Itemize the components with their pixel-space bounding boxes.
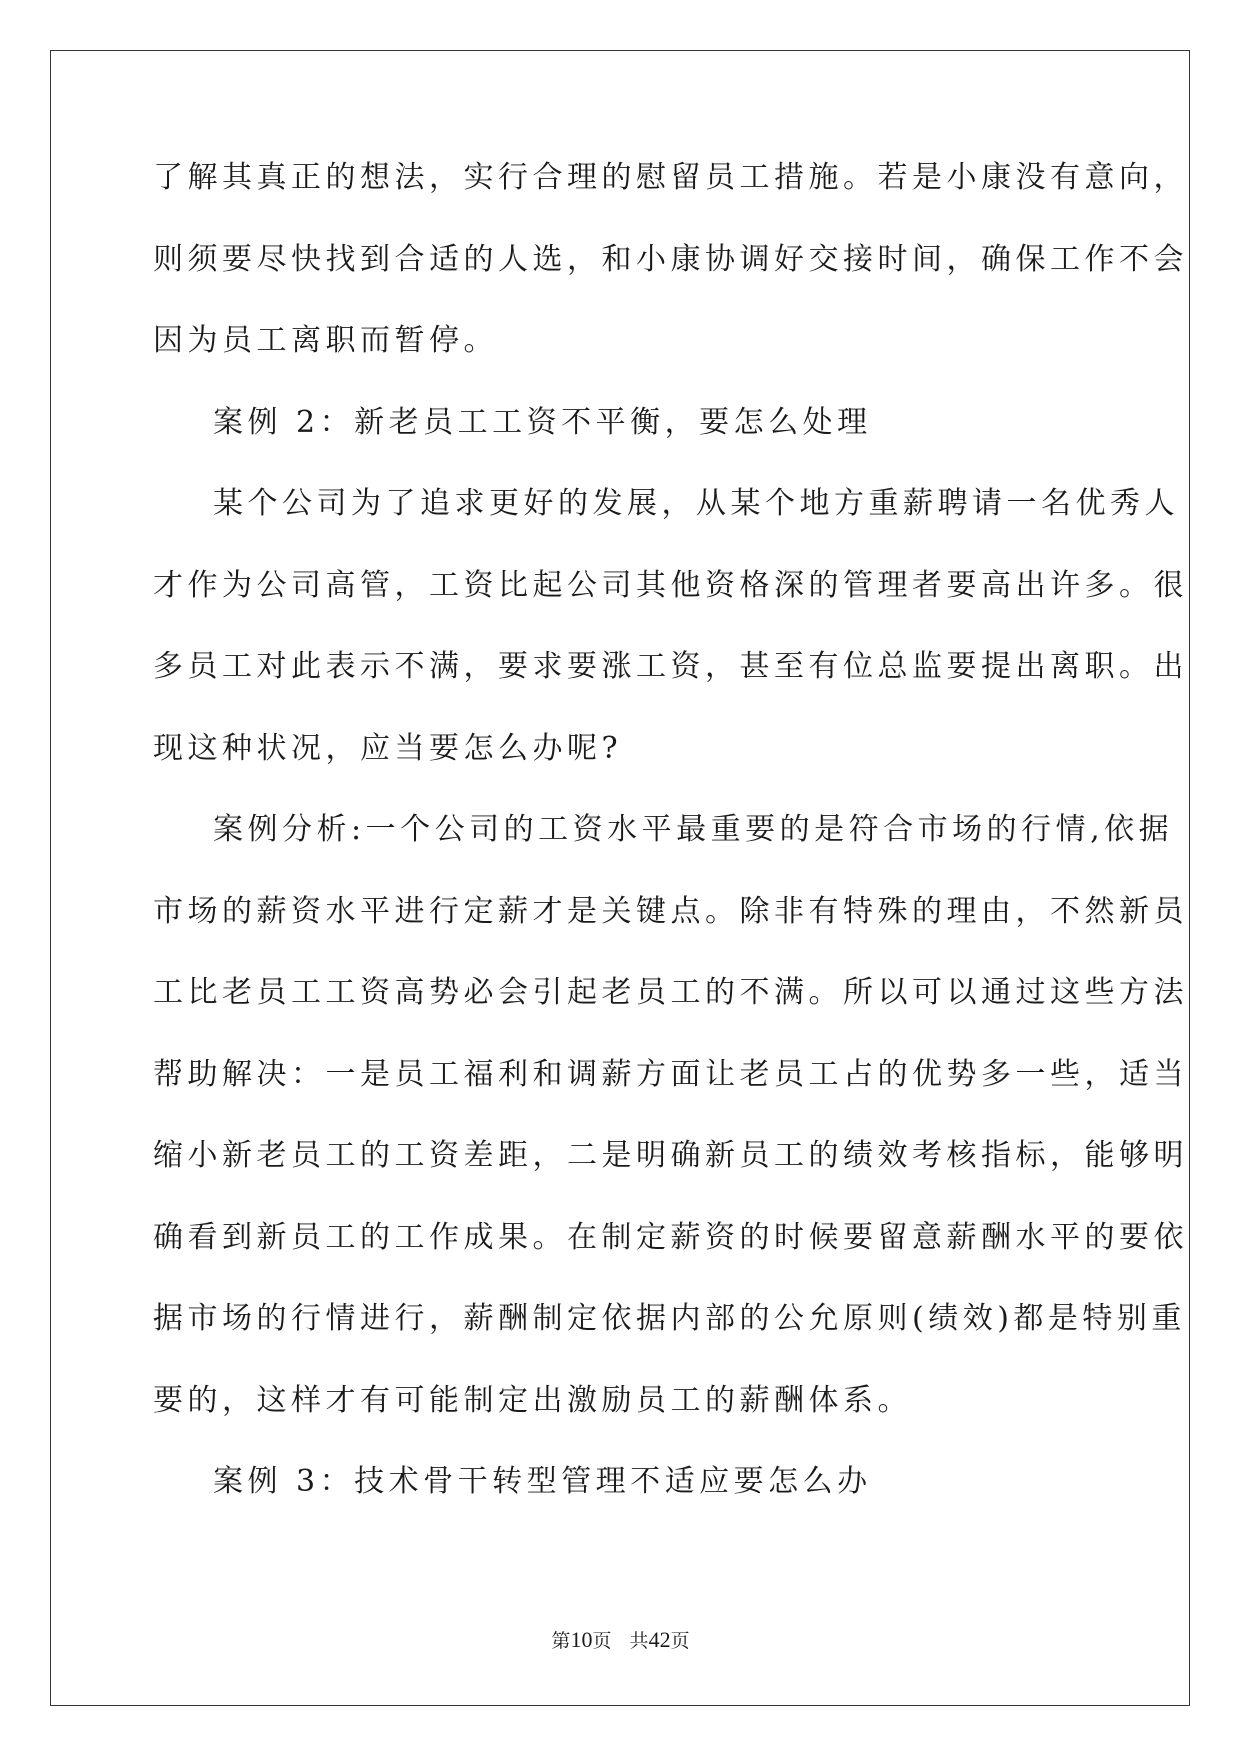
text-line: 帮助解决：一是员工福利和调薪方面让老员工占的优势多一些，适当 <box>153 1056 1188 1092</box>
document-body <box>153 158 1188 1544</box>
text-line: 案例 3：技术骨干转型管理不适应要怎么办 <box>213 1464 872 1499</box>
current-page-number: 10 <box>570 1627 593 1652</box>
total-page-number: 42 <box>648 1627 671 1652</box>
footer-suffix: 页 <box>670 1630 690 1652</box>
text-line: 因为员工离职而暂停。 <box>153 323 498 358</box>
text-line: 多员工对此表示不满，要求要涨工资，甚至有位总监要提出离职。出 <box>153 649 1188 684</box>
text-line: 工比老员工工资高势必会引起老员工的不满。所以可以通过这些方法 <box>153 975 1188 1010</box>
text-line: 市场的薪资水平进行定薪才是关键点。除非有特殊的理由，不然新员 <box>153 893 1188 929</box>
text-line: 才作为公司高管，工资比起公司其他资格深的管理者要高出许多。很 <box>153 567 1188 603</box>
text-line: 案例分析:一个公司的工资水平最重要的是符合市场的行情,依据 <box>213 812 1174 847</box>
text-line: 则须要尽快找到合适的人选，和小康协调好交接时间，确保工作不会 <box>153 241 1188 277</box>
text-line: 据市场的行情进行，薪酬制定依据内部的公允原则(绩效)都是特别重 <box>153 1301 1186 1336</box>
text-line: 确看到新员工的工作成果。在制定薪资的时候要留意薪酬水平的要依 <box>153 1219 1188 1255</box>
text-line: 案例 2：新老员工工资不平衡，要怎么处理 <box>213 404 872 440</box>
text-line: 缩小新老员工的工资差距，二是明确新员工的绩效考核指标，能够明 <box>153 1138 1188 1173</box>
text-line: 要的，这样才有可能制定出激励员工的薪酬体系。 <box>153 1382 912 1418</box>
text-line: 现这种状况，应当要怎么办呢? <box>153 730 623 766</box>
footer-mid: 页 共 <box>592 1630 649 1652</box>
page-footer <box>0 1626 1241 1653</box>
text-line: 某个公司为了追求更好的发展，从某个地方重薪聘请一名优秀人 <box>213 486 1179 521</box>
text-line: 了解其真正的想法，实行合理的慰留员工措施。若是小康没有意向， <box>153 160 1188 195</box>
footer-prefix: 第 <box>551 1630 571 1652</box>
